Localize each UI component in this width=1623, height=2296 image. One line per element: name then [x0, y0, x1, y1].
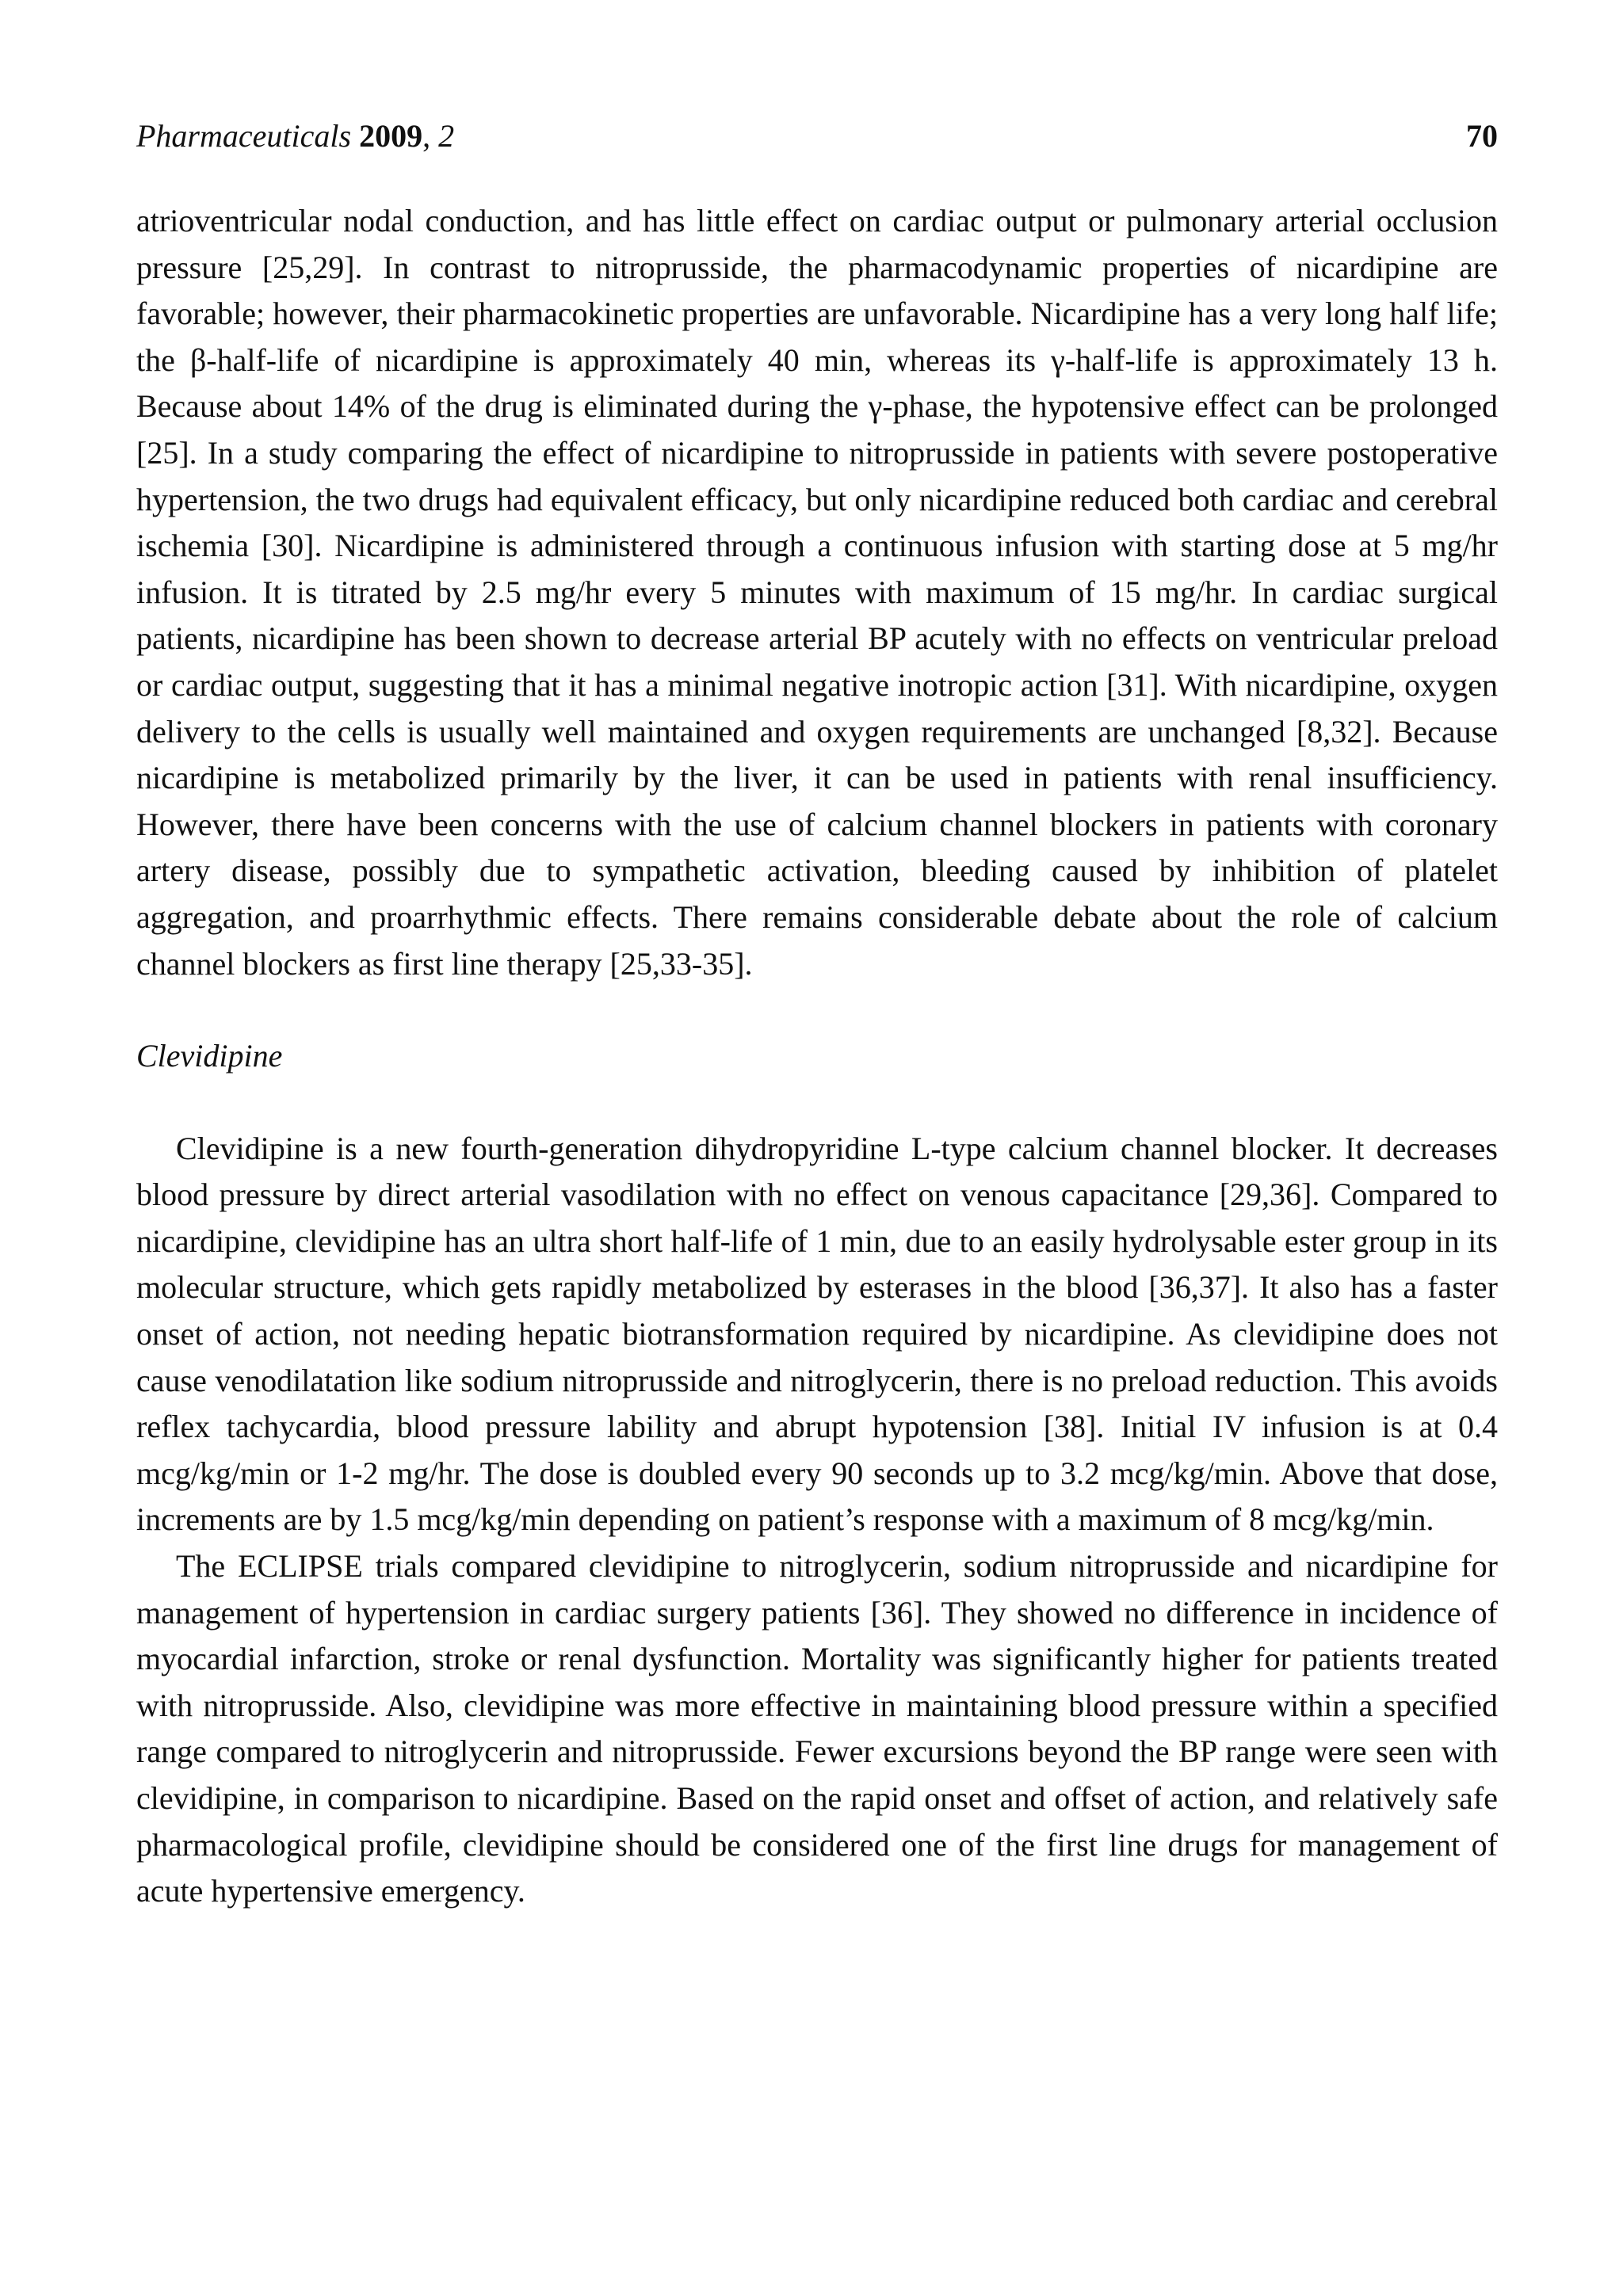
page-number: 70	[1466, 118, 1498, 154]
paragraph-eclipse-trials: The ECLIPSE trials compared clevidipine to nitroglycerin, sodium nitroprusside and nicardipine for management of hypertension in cardiac surgery patients [36]. They showed no difference in incidence of myocardial infarction, stroke or renal dysfunction. Mortality was significantly higher for patients treated with nitroprusside. Also, clevidipine was more effective in maintaining blood pressure within a specified range compared to nitroglycerin and nitroprusside. Fewer excursions beyond the BP range were seen with clevidipine, in comparison to nicardipine. Based on the rapid onset and offset of action, and relatively safe pharmacological profile, clevidipine should be considered one of the first line drugs for management of acute hypertensive emergency.	[136, 1548, 1498, 1909]
header-separator: ,	[422, 118, 431, 154]
paragraph-nicardipine-continued: atrioventricular nodal conduction, and has little effect on cardiac output or pulmonary arterial occlusion pressure [25,29]. In contrast to nitroprusside, the pharmacodynamic properties of nicardipine are favorable; however, their pharmacokinetic properties are unfavorable. Nicardipine has a very long half life; the β-half-life of nicardipine is approximately 40 min, whereas its γ-half-life is approximately 13 h. Because about 14% of the drug is eliminated during the γ-phase, the hypotensive effect can be prolonged [25]. In a study comparing the effect of nicardipine to nitroprusside in patients with severe postoperative hypertension, the two drugs had equivalent efficacy, but only nicardipine reduced both cardiac and cerebral ischemia [30]. Nicardipine is administered through a continuous infusion with starting dose at 5 mg/hr infusion. It is titrated by 2.5 mg/hr every 5 minutes with maximum of 15 mg/hr. In cardiac surgical patients, nicardipine has been shown to decrease arterial BP acutely with no effects on ventricular preload or cardiac output, suggesting that it has a minimal negative inotropic action [31]. With nicardipine, oxygen delivery to the cells is usually well maintained and oxygen requirements are unchanged [8,32]. Because nicardipine is metabolized primarily by the liver, it can be used in patients with renal insufficiency. However, there have been concerns with the use of calcium channel blockers in patients with coronary artery disease, possibly due to sympathetic activation, bleeding caused by inhibition of platelet aggregation, and proarrhythmic effects. There remains considerable debate about the role of calcium channel blockers as first line therapy [25,33-35].	[136, 203, 1498, 982]
body-text	[136, 198, 1498, 1915]
journal-volume: 2	[438, 118, 455, 154]
journal-year: 2009	[359, 118, 423, 154]
running-header	[136, 116, 1498, 157]
journal-name: Pharmaceuticals	[136, 118, 352, 154]
paragraph-clevidipine-intro: Clevidipine is a new fourth-generation dihydropyridine L-type calcium channel blocker. It decreases blood pressure by direct arterial vasodilation with no effect on venous capacitance [29,36]. Compared to nicardipine, clevidipine has an ultra short half-life of 1 min, due to an easily hydrolysable ester group in its molecular structure, which gets rapidly metabolized by esterases in the blood [36,37]. It also has a faster onset of action, not needing hepatic biotransformation required by nicardipine. As clevidipine does not cause venodilatation like sodium nitroprusside and nitroglycerin, there is no preload reduction. This avoids reflex tachycardia, blood pressure lability and abrupt hypotension [38]. Initial IV infusion is at 0.4 mcg/kg/min or 1-2 mg/hr. The dose is doubled every 90 seconds up to 3.2 mcg/kg/min. Above that dose, increments are by 1.5 mcg/kg/min depending on patient’s response with a maximum of 8 mcg/kg/min.	[136, 1130, 1498, 1538]
section-heading-clevidipine: Clevidipine	[136, 1038, 283, 1074]
